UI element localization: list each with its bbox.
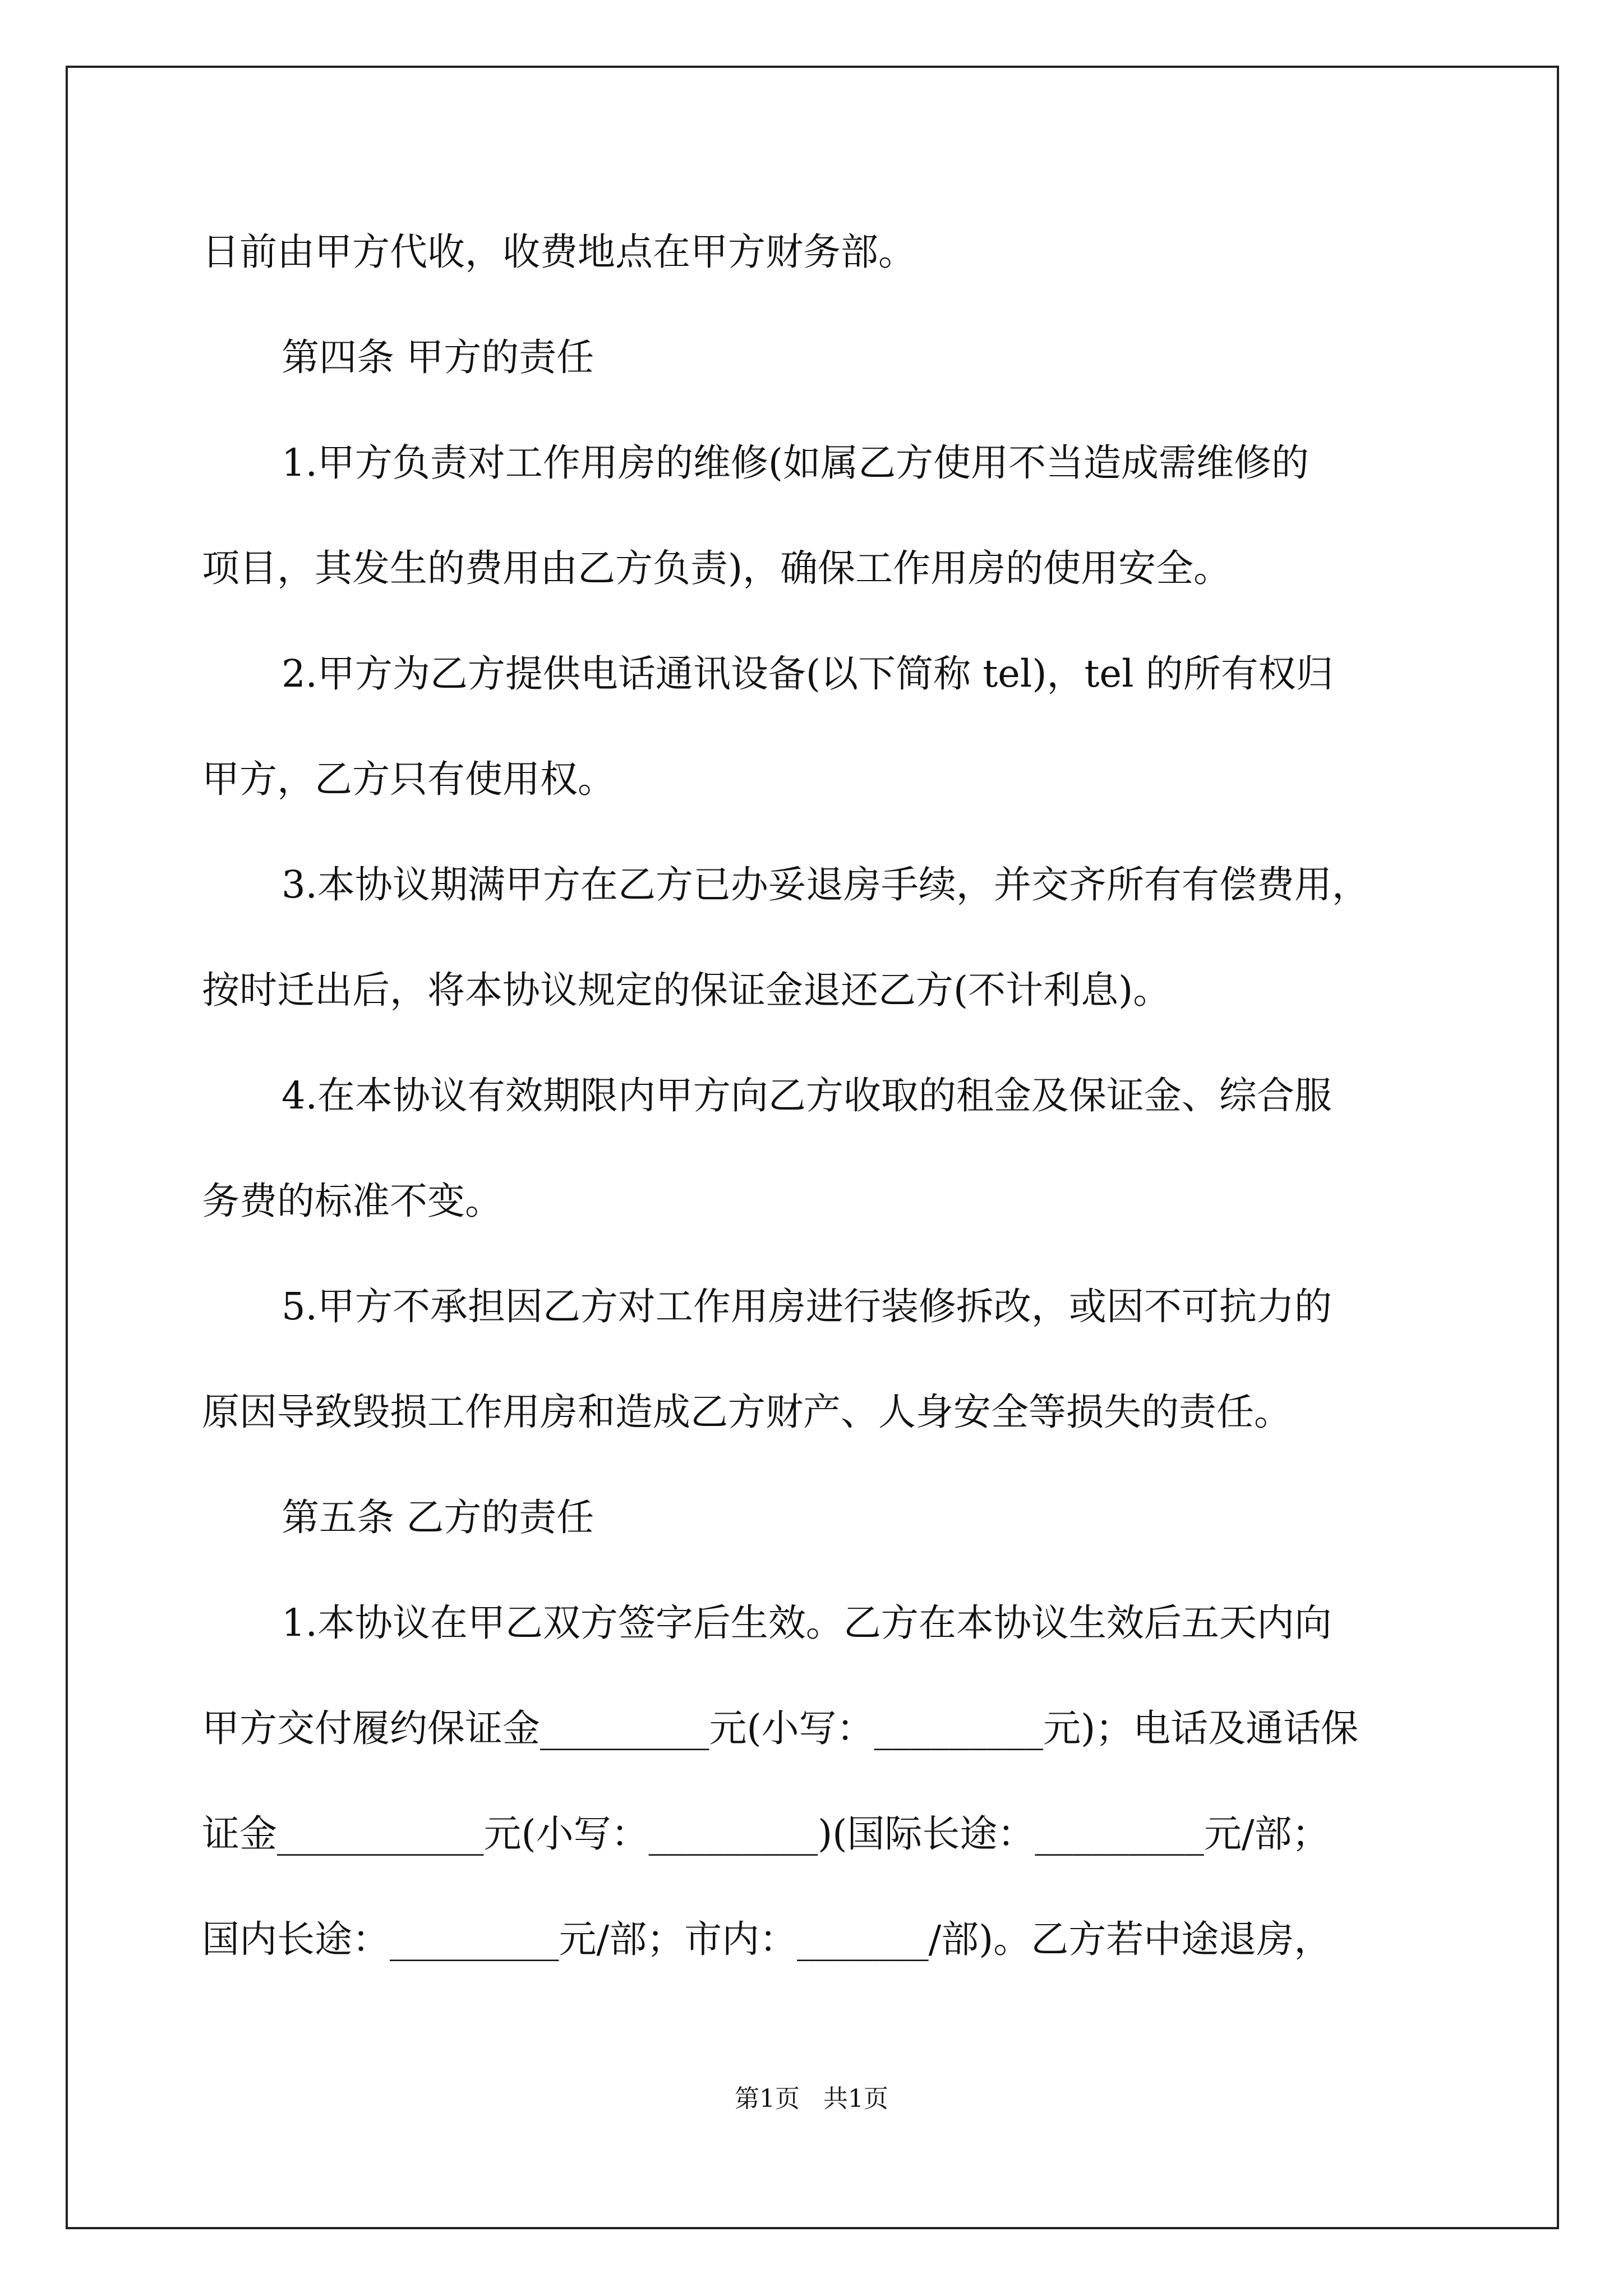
text-line: 甲方交付履约保证金_________元(小写：_________元)；电话及通话保 — [202, 1706, 1359, 1750]
section-heading-article-4: 第四条 甲方的责任 — [282, 335, 594, 379]
page-number-footer: 第1页 共1页 — [735, 2085, 888, 2113]
text-line: 5.甲方不承担因乙方对工作用房进行装修拆改，或因不可抗力的 — [282, 1285, 1332, 1328]
text-line: 按时迁出后，将本协议规定的保证金退还乙方(不计利息)。 — [202, 968, 1171, 1012]
text-line: 日前由甲方代收，收费地点在甲方财务部。 — [202, 230, 916, 274]
text-line: 2.甲方为乙方提供电话通讯设备(以下简称 tel)，tel 的所有权归 — [282, 652, 1334, 696]
text-line: 证金___________元(小写：_________)(国际长途：_________元/部； — [202, 1812, 1330, 1856]
text-line: 项目，其发生的费用由乙方负责)，确保工作用房的使用安全。 — [202, 546, 1232, 590]
text-line: 4.在本协议有效期限内甲方向乙方收取的租金及保证金、综合服 — [282, 1074, 1332, 1117]
section-heading-article-5: 第五条 乙方的责任 — [282, 1496, 594, 1539]
text-line: 1.甲方负责对工作用房的维修(如属乙方使用不当造成需维修的 — [282, 441, 1310, 485]
text-line: 甲方，乙方只有使用权。 — [202, 757, 615, 801]
text-line: 务费的标准不变。 — [202, 1179, 502, 1223]
text-line: 原因导致毁损工作用房和造成乙方财产、人身安全等损失的责任。 — [202, 1390, 1292, 1434]
document-body — [202, 199, 1436, 1992]
text-line: 国内长途：_________元/部；市内：_______/部)。乙方若中途退房， — [202, 1917, 1332, 1961]
text-line: 1.本协议在甲乙双方签字后生效。乙方在本协议生效后五天内向 — [282, 1601, 1332, 1645]
text-line: 3.本协议期满甲方在乙方已办妥退房手续，并交齐所有有偿费用， — [282, 863, 1370, 907]
